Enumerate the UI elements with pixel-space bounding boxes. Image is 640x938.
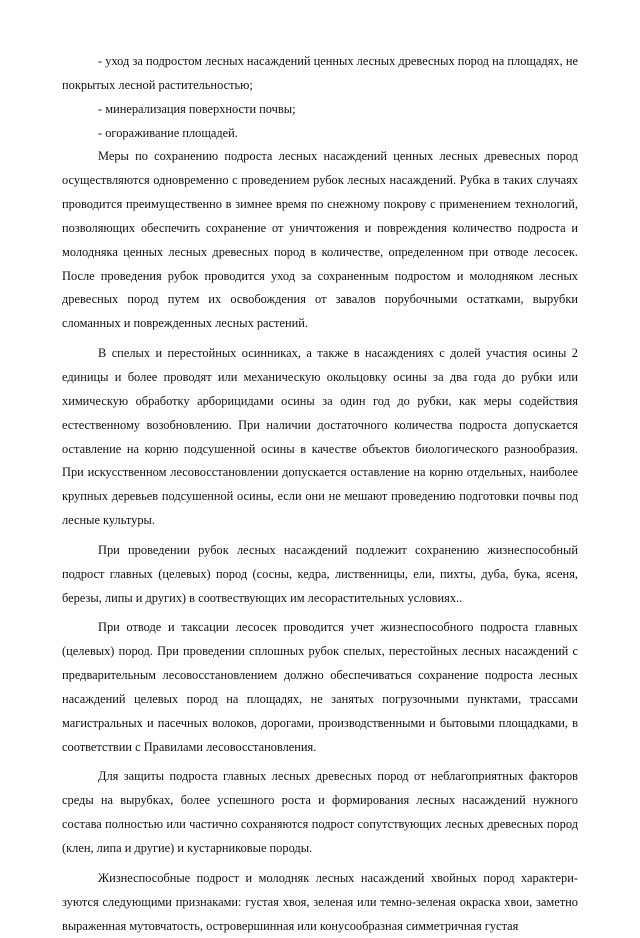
paragraph-aspen-stands: В спелых и перестойных осинниках, а также в насаждениях с долей участия осины 2 единицы и более проводят или механическую окольцовку осины за два года до рубки или химическую обработку арборицидами осины за один год до рубки, как меры содействия естественному возобновлению. При наличии достаточного количества подроста допускается оставление на корню подсушенной осины в качестве объектов биологического разнообразия. При искусственном лесовосстановлении допускается оставление на корню отдельных, наиболее крупных деревьев подсушенной осины, если они не мешают проведению подготовки почвы под лесные культуры.	[62, 346, 578, 528]
paragraph-list-item-1: - уход за подростом лесных насаждений ценных лесных древесных пород на площадях, не покрытых лесной растительностью;	[62, 54, 578, 92]
paragraph-undergrowth-preservation: При проведении рубок лесных насаждений подлежит сохранению жизнеспособный подрост главных (целевых) пород (сосны, кедра, лиственницы, ели, пихты, дуба, бука, ясеня, березы, липы и других) в соотвествующих им лесорастительных условиях..	[62, 542, 578, 605]
paragraph-preservation-measures: Меры по сохранению подроста лесных насаждений ценных лесных древесных пород осуществляются одновременно с проведением рубок лесных насаждений. Рубка в таких случаях проводится преимущественно в зимнее время по снежному покрову с применением технологий, позволяющих обеспечить сохранение от уничтожения и повреждения количество подроста и молодняка ценных лесных древесных пород в количестве, определенном при отводе лесосек. После проведения рубок проводится уход за сохраненным подростом и молодняком лесных древесных пород путем их освобождения от завалов порубочными остатками, вырубки сломанных и поврежденных лесных растений.	[62, 149, 578, 331]
paragraph-viable-undergrowth: Жизнеспособные подрост и молодняк лесных насаждений хвойных пород характеризуются следующими признаками: густая хвоя, зеленая или темно-зеленая окраска хвои, заметно выраженная мутовчатость, островершинная или конусообразная симметричная густая	[62, 870, 578, 933]
paragraph-list-item-3: - огораживание площадей.	[98, 125, 238, 140]
paragraph-list-item-2: - минерализация поверхности почвы;	[98, 101, 296, 116]
paragraph-allotment-taxation: При отводе и таксации лесосек проводится учет жизнеспособного подроста главных (целевых) пород. При проведении сплошных рубок спелых, перестойных лесных насаждений с предварительным лесовосстановлением должно обеспечиваться сохранение подроста лесных насаждений целевых пород на площадях, не занятых погрузочными пунктами, трассами магистральных и пасечных волоков, дорогами, производственными и бытовыми площадками, в соответствии с Правилами лесовосстановления.	[62, 620, 578, 754]
paragraph-protection-factors: Для защиты подроста главных лесных древесных пород от неблагоприятных факторов среды на вырубках, более успешного роста и формирования лесных насаждений нужного состава полностью или частично сохраняются подрост сопутствующих лесных древесных пород (клен, липа и другие) и кустарниковые породы.	[62, 769, 578, 855]
document-page	[62, 50, 578, 938]
